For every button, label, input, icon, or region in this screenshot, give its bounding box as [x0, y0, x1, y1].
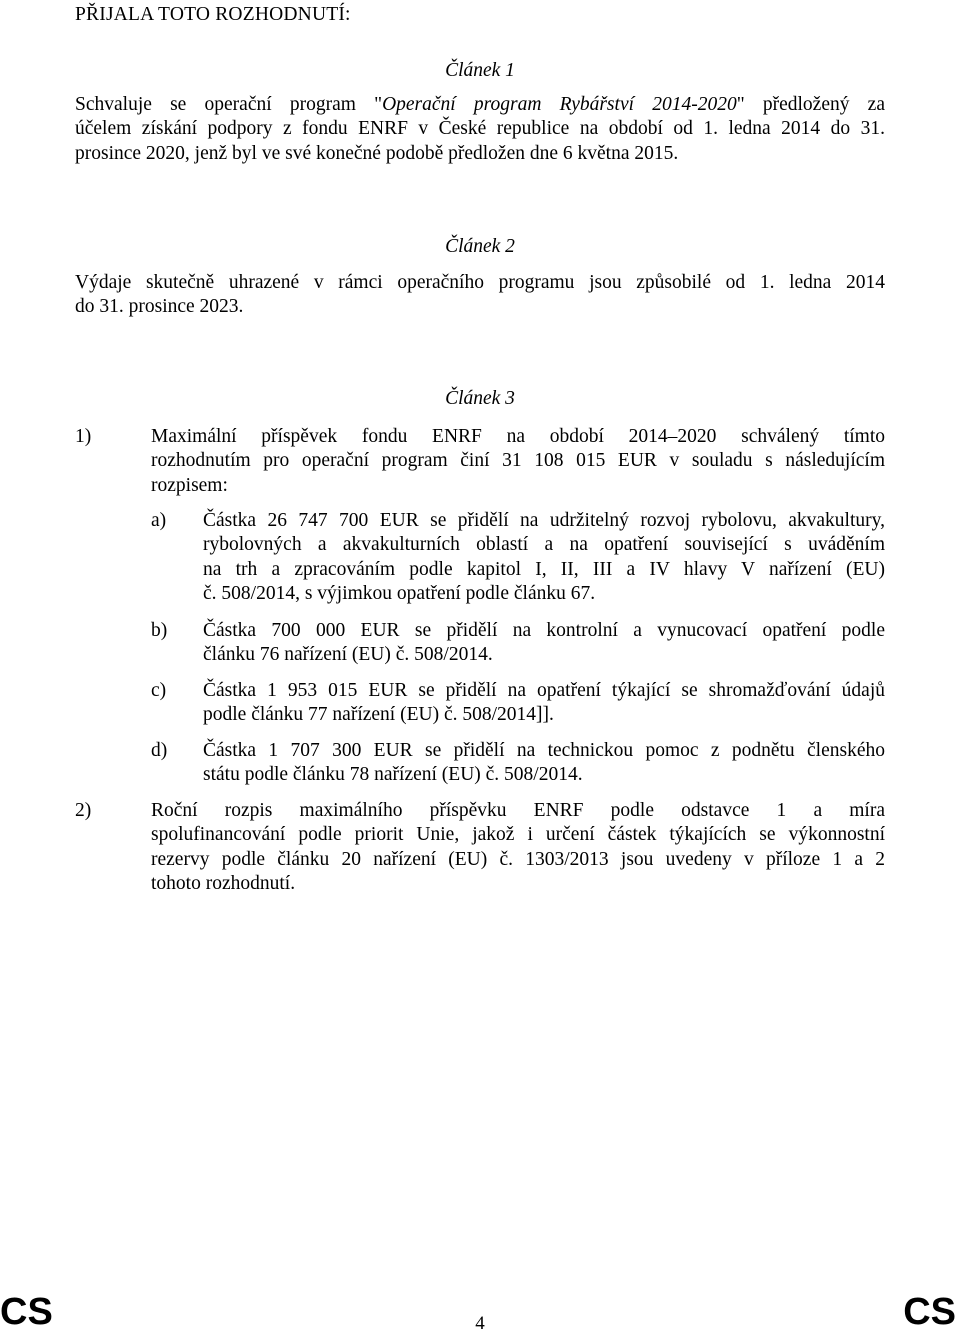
- subitem-c-text: [203, 679, 885, 728]
- item-1-number: 1): [75, 426, 92, 447]
- subitem-a-line: na trh a zpracováním podle kapitol I, II, III a IV hlavy V nařízení (EU): [203, 558, 885, 580]
- subitem-b-line: článku 76 nařízení (EU) č. 508/2014.: [203, 644, 493, 666]
- subitem-d-line: státu podle článku 78 nařízení (EU) č. 508/2014.: [203, 764, 583, 786]
- subitem-c-letter: c): [151, 680, 167, 701]
- decision-heading: PŘIJALA TOTO ROZHODNUTÍ:: [75, 4, 351, 25]
- subitem-c-line: Částka 1 953 015 EUR se přidělí na opatření týkající se shromažďování údajů: [203, 680, 885, 701]
- item-1-line: rozpisem:: [151, 474, 228, 496]
- article-2-text: [75, 271, 885, 320]
- article-2-line: Výdaje skutečně uhrazené v rámci operačního programu jsou způsobilé od 1. ledna 2014: [75, 272, 885, 293]
- item-2-number: 2): [75, 800, 92, 821]
- article-1-line: účelem získání podpory z fondu ENRF v České republice na období od 1. ledna 2014 do 31.: [75, 118, 885, 140]
- program-name: Operační program Rybářství 2014-2020: [382, 94, 737, 115]
- article-2-title: Článek 2: [445, 236, 515, 257]
- item-1-line: rozhodnutím pro operační program činí 31 108 015 EUR v souladu s následujícím: [151, 450, 885, 472]
- subitem-d-letter: d): [151, 740, 168, 761]
- page-number: 4: [475, 1313, 485, 1334]
- item-2-text: [151, 799, 885, 897]
- subitem-c-line: podle článku 77 nařízení (EU) č. 508/2014]].: [203, 704, 554, 726]
- item-2-line: spolufinancování podle priorit Unie, jakož i určení částek týkajících se výkonnostní: [151, 824, 885, 846]
- subitem-a-text: [203, 509, 885, 607]
- subitem-a-line: rybolovných a akvakulturních oblastí a na opatření související s uváděním: [203, 534, 885, 556]
- subitem-b-line: Částka 700 000 EUR se přidělí na kontrolní a vynucovací opatření podle: [203, 620, 885, 641]
- article-1-line: prosince 2020, jenž byl ve své konečné podobě předložen dne 6 května 2015.: [75, 142, 679, 164]
- article-1-line: Schvaluje se operační program "Operační program Rybářství 2014-2020" předložený za: [75, 94, 885, 115]
- item-2-line: rezervy podle článku 20 nařízení (EU) č. 1303/2013 jsou uvedeny v příloze 1 a 2: [151, 848, 885, 870]
- subitem-a-line: č. 508/2014, s výjimkou opatření podle článku 67.: [203, 583, 596, 605]
- subitem-b-text: [203, 619, 885, 668]
- footer-language-left: CS: [0, 1291, 53, 1333]
- article-1-title: Článek 1: [445, 60, 515, 81]
- item-2-line: tohoto rozhodnutí.: [151, 873, 296, 895]
- subitem-d-line: Částka 1 707 300 EUR se přidělí na technickou pomoc z podnětu členského: [203, 740, 885, 761]
- article-3-title: Článek 3: [445, 388, 515, 409]
- subitem-b-letter: b): [151, 620, 168, 641]
- subitem-a-line: Částka 26 747 700 EUR se přidělí na udržitelný rozvoj rybolovu, akvakultury,: [203, 510, 885, 531]
- subitem-d-text: [203, 739, 885, 788]
- article-2-line: do 31. prosince 2023.: [75, 296, 244, 318]
- article-1-text: [75, 93, 885, 166]
- item-1-text: [151, 425, 885, 498]
- footer-language-right: CS: [903, 1291, 956, 1333]
- item-1-line: Maximální příspěvek fondu ENRF na období 2014–2020 schválený tímto: [151, 426, 885, 447]
- subitem-a-letter: a): [151, 510, 167, 531]
- item-2-line: Roční rozpis maximálního příspěvku ENRF podle odstavce 1 a míra: [151, 800, 885, 821]
